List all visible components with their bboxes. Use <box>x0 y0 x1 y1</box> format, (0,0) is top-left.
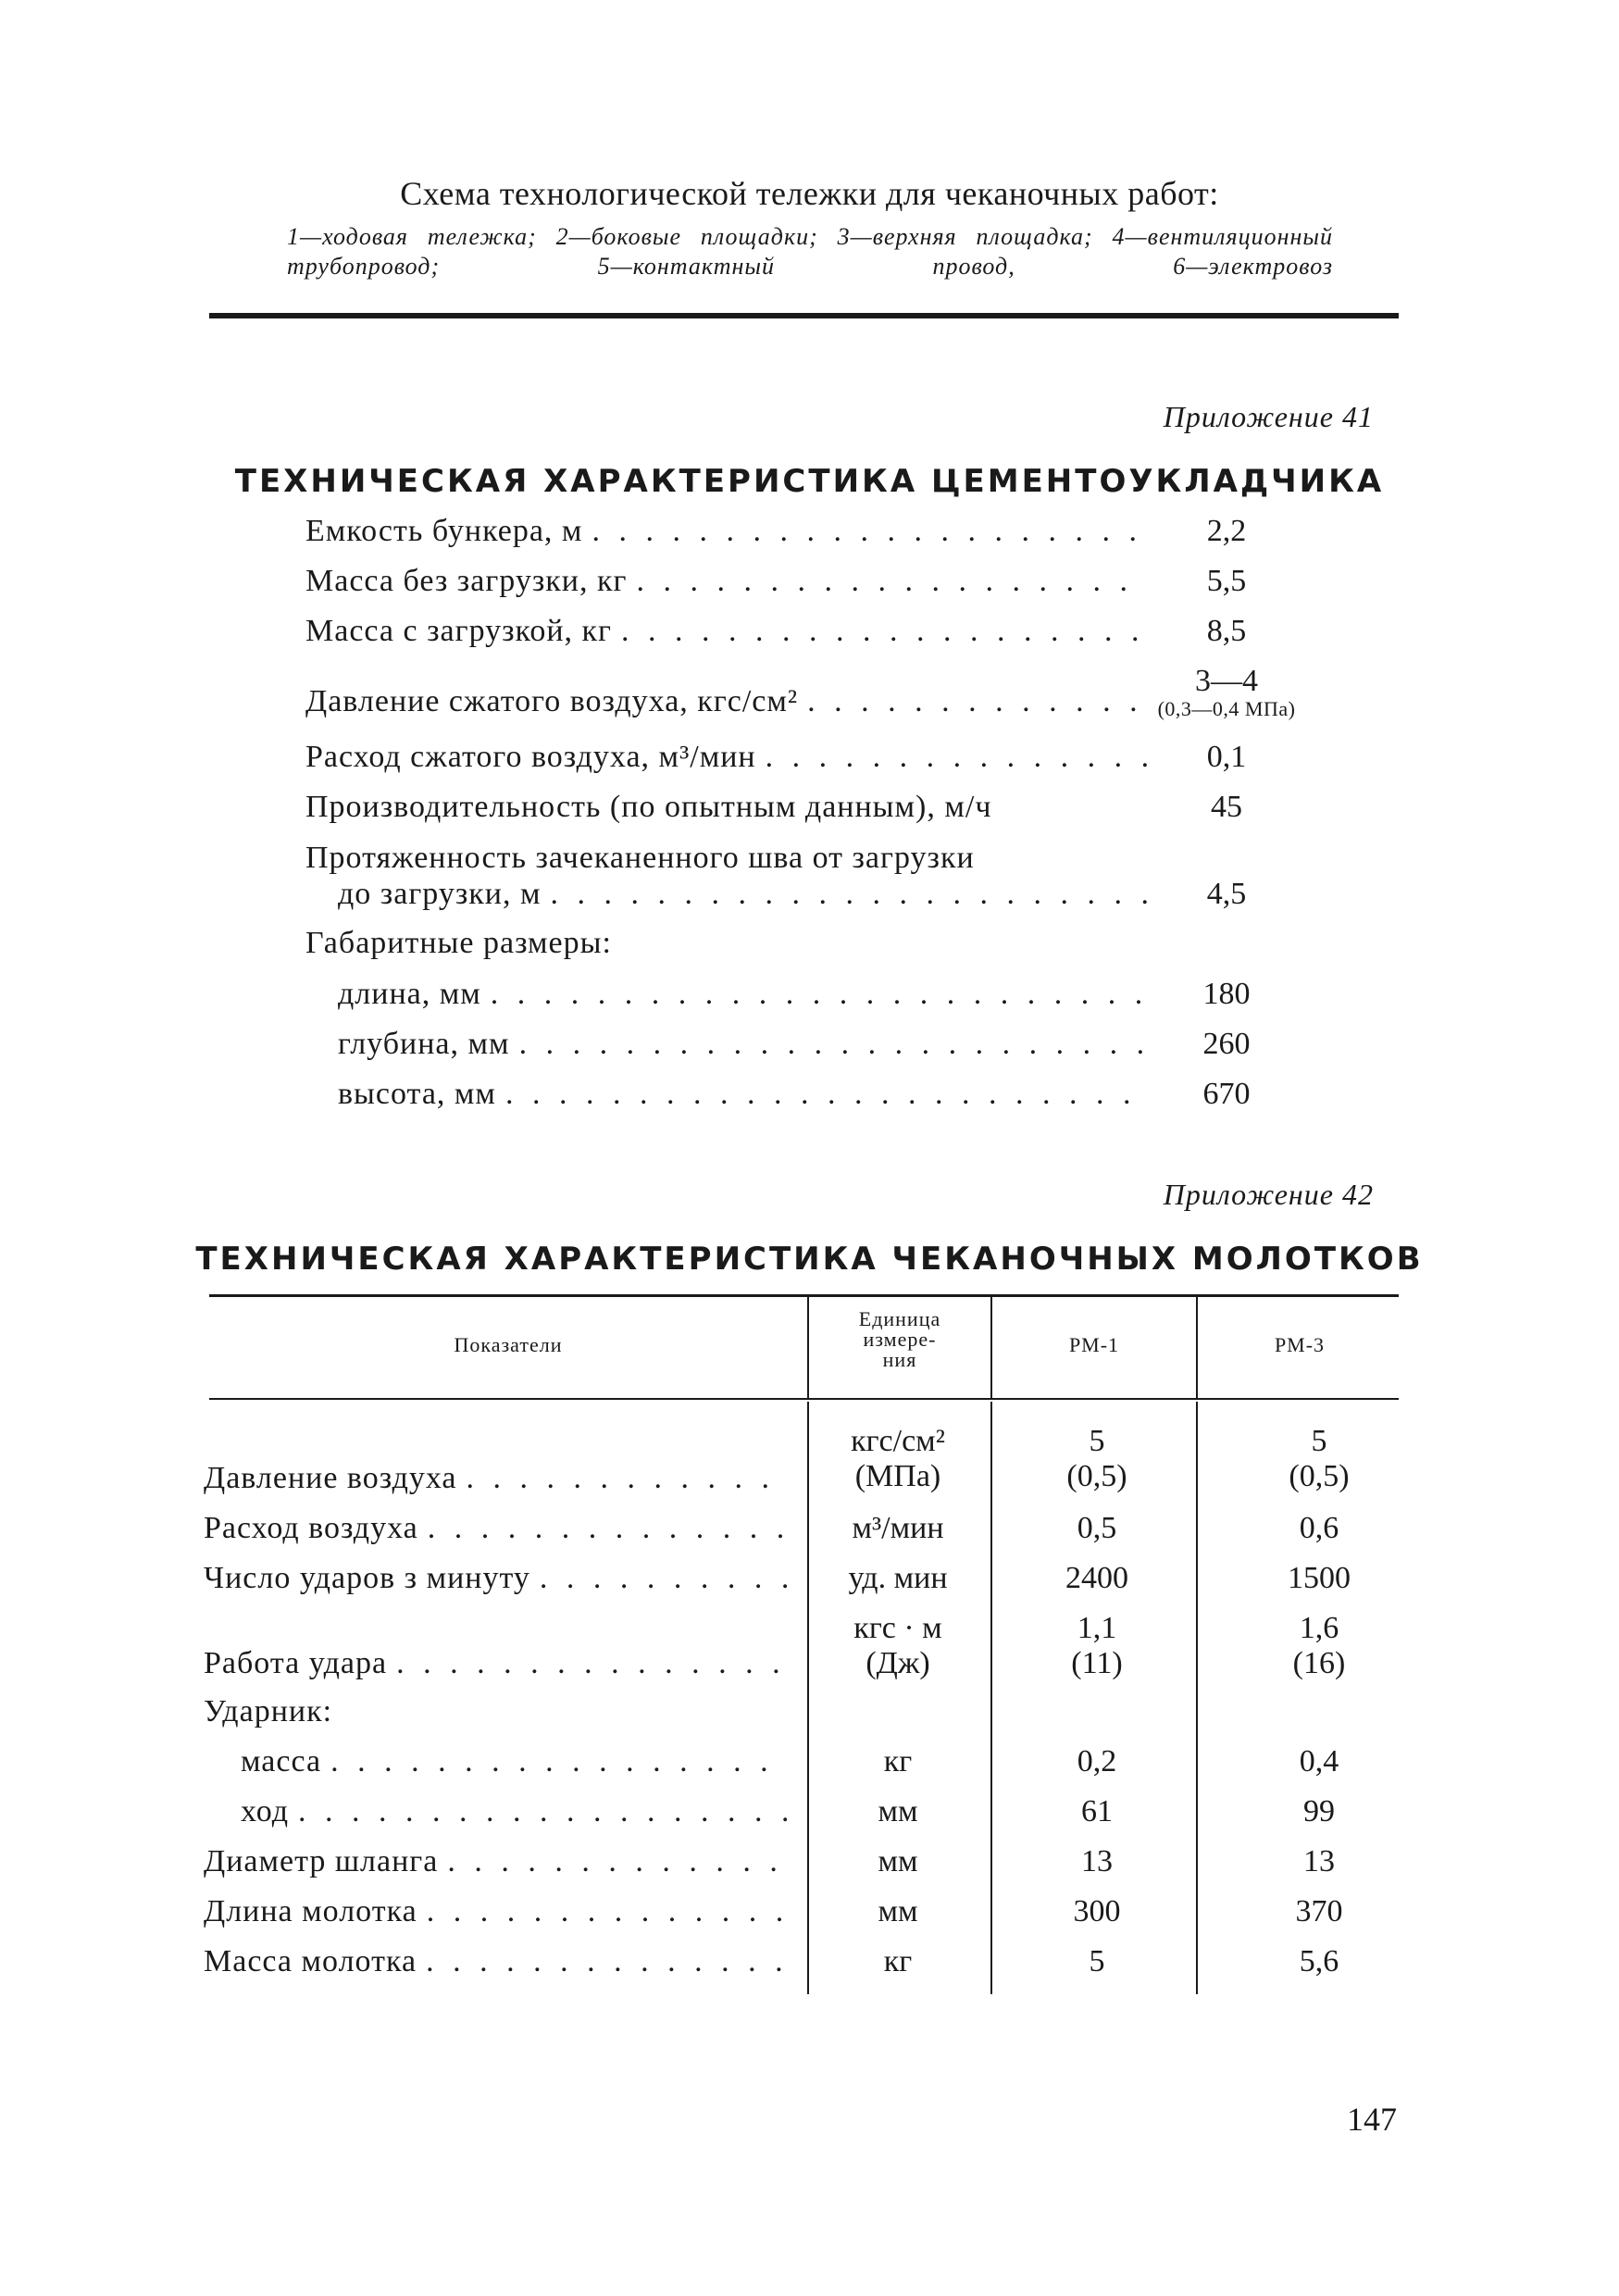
row-name-cell <box>204 1646 796 1681</box>
appendix-41-label: Приложение 41 <box>1163 400 1374 433</box>
row-name-cell <box>204 1561 796 1596</box>
rm3-value: 5 <box>1311 1424 1327 1458</box>
spec-row <box>338 1026 1296 1063</box>
rm1-cell: 0,5 <box>1077 1511 1117 1545</box>
leader-dots <box>636 563 1148 600</box>
spec-row <box>338 1076 1296 1113</box>
spec-row <box>338 976 1296 1013</box>
spec-name: Давление сжатого воздуха, кгс/см² <box>305 684 799 718</box>
spec-name: до загрузки, м <box>338 877 542 911</box>
leader-dots <box>467 1461 787 1496</box>
spec-value: 260 <box>1202 1027 1251 1061</box>
spec-name: высота, мм <box>338 1077 496 1111</box>
leader-dots <box>621 613 1148 650</box>
row-name: Диаметр шланга <box>204 1844 439 1878</box>
column-header-rm3: РМ-3 <box>1274 1333 1326 1356</box>
rm3-value: 1,6 <box>1299 1611 1339 1645</box>
spec-name: Расход сжатого воздуха, м³/мин <box>305 740 756 774</box>
spec-name: Емкость бункера, м <box>305 514 583 548</box>
rm3-cell <box>1213 1611 1426 1681</box>
row-name: Ударник: <box>204 1694 333 1728</box>
unit-cell: кг <box>883 1944 913 1978</box>
rm3-cell <box>1213 1424 1426 1494</box>
spec-name: длина, мм <box>338 977 481 1011</box>
unit-line: (МПа) <box>854 1459 941 1493</box>
spec-row <box>338 876 1296 913</box>
spec-name: Производительность (по опытным данным), м/ч <box>305 790 992 824</box>
rm1-cell: 13 <box>1081 1844 1113 1878</box>
row-name: Работа удара <box>204 1646 388 1680</box>
leader-dots <box>427 1894 787 1929</box>
rm1-value-si: (0,5) <box>1066 1459 1127 1493</box>
row-name-cell <box>204 1461 796 1496</box>
rm3-cell: 13 <box>1303 1844 1335 1878</box>
table-row <box>204 1611 1407 1685</box>
rm3-cell: 0,4 <box>1299 1744 1339 1778</box>
spec-name: глубина, мм <box>338 1027 510 1061</box>
unit-cell: м³/мин <box>852 1511 944 1545</box>
dimensions-label: Габаритные размеры: <box>305 926 612 960</box>
row-name-cell <box>241 1794 796 1829</box>
row-name: Число ударов з минуту <box>204 1561 530 1595</box>
row-name: Давление воздуха <box>204 1461 457 1495</box>
figure-caption-title: Схема технологической тележки для чеканочных работ: <box>400 175 1219 212</box>
leader-dots <box>519 1026 1148 1063</box>
appendix-42-label: Приложение 42 <box>1163 1178 1374 1211</box>
leader-dots <box>298 1794 787 1829</box>
spec-name: Масса с загрузкой, кг <box>305 614 613 648</box>
rm3-value-si: (0,5) <box>1289 1459 1350 1493</box>
leader-dots <box>428 1511 787 1546</box>
spec-value: 5,5 <box>1206 564 1247 598</box>
rm3-cell: 370 <box>1295 1894 1343 1928</box>
row-name-cell <box>204 1844 796 1879</box>
section-divider <box>209 313 1399 318</box>
spec-value: 45 <box>1211 790 1242 824</box>
leader-dots <box>807 683 1148 720</box>
column-header-unit <box>809 1309 990 1370</box>
unit-line: (Дж) <box>866 1646 930 1680</box>
leader-dots <box>540 1561 787 1596</box>
unit-line: кгс/см² <box>851 1424 945 1458</box>
appendix-42-heading: ТЕХНИЧЕСКАЯ ХАРАКТЕРИСТИКА ЧЕКАНОЧНЫХ МОЛОТКОВ <box>195 1241 1424 1278</box>
leader-dots <box>550 876 1148 913</box>
row-name-cell <box>204 1944 796 1979</box>
leader-dots <box>766 739 1148 776</box>
unit-line: кгс · м <box>853 1611 942 1645</box>
spec-value: 8,5 <box>1206 614 1247 648</box>
spec-row <box>305 563 1296 600</box>
spec-value: 0,1 <box>1206 740 1247 774</box>
unit-cell: мм <box>878 1894 918 1928</box>
rm3-cell: 1500 <box>1288 1561 1351 1595</box>
spec-value: 2,2 <box>1206 514 1247 548</box>
leader-dots <box>447 1844 787 1879</box>
spec-row <box>305 513 1296 550</box>
header-line: ния <box>882 1348 917 1371</box>
table-top-rule <box>209 1294 1399 1297</box>
figure-caption-legend: 1—ходовая тележка; 2—боковые площадки; 3—верхняя площадка; 4—вентиляционный трубопровод; 5—контактный провод, 6—электровоз <box>287 223 1333 280</box>
page-number: 147 <box>1347 2101 1397 2138</box>
leader-dots <box>426 1944 787 1979</box>
spec-row <box>305 665 1296 720</box>
column-header-rm1: РМ-1 <box>1068 1333 1120 1356</box>
rm1-value: 1,1 <box>1077 1611 1117 1645</box>
rm1-cell: 300 <box>1073 1894 1121 1928</box>
spec-value: 180 <box>1202 977 1251 1011</box>
spec-value: 4,5 <box>1206 877 1247 911</box>
leader-dots <box>330 1744 787 1779</box>
rm3-cell: 5,6 <box>1299 1944 1339 1978</box>
unit-cell: уд. мин <box>848 1561 948 1595</box>
unit-cell: кг <box>883 1744 913 1778</box>
rm1-cell: 0,2 <box>1077 1744 1117 1778</box>
unit-cell <box>805 1424 990 1494</box>
unit-cell <box>805 1611 990 1681</box>
leader-dots <box>491 976 1148 1013</box>
appendix-41-heading: ТЕХНИЧЕСКАЯ ХАРАКТЕРИСТИКА ЦЕМЕНТОУКЛАДЧИКА <box>234 463 1385 500</box>
rm1-cell <box>995 1424 1199 1494</box>
rm1-cell: 2400 <box>1065 1561 1128 1595</box>
row-name-cell <box>241 1744 796 1779</box>
spec-row <box>305 739 1296 776</box>
spec-value: 670 <box>1202 1077 1251 1111</box>
leader-dots <box>592 513 1148 550</box>
unit-cell: мм <box>878 1794 918 1828</box>
leader-dots <box>505 1076 1148 1113</box>
header-line: измере- <box>863 1328 937 1351</box>
rm1-cell <box>995 1611 1199 1681</box>
spec-name-line1: Протяженность зачеканенного шва от загрузки <box>305 841 975 875</box>
rm3-cell: 0,6 <box>1299 1511 1339 1545</box>
row-name-cell <box>204 1894 796 1929</box>
spec-row <box>305 613 1296 650</box>
rm1-cell: 5 <box>1089 1944 1105 1978</box>
row-name: ход <box>241 1794 290 1828</box>
rm1-value: 5 <box>1089 1424 1105 1458</box>
spec-name: Масса без загрузки, кг <box>305 564 628 598</box>
row-name: масса <box>241 1744 322 1778</box>
rm1-cell: 61 <box>1081 1794 1113 1828</box>
row-name: Расход воздуха <box>204 1511 418 1545</box>
row-name: Масса молотка <box>204 1944 417 1978</box>
row-name-cell <box>204 1694 796 1729</box>
column-header-indicators: Показатели <box>454 1333 563 1356</box>
header-line: Единица <box>858 1307 941 1330</box>
spec-value-si: (0,3—0,4 МПа) <box>1157 697 1296 720</box>
rm3-value-si: (16) <box>1292 1646 1346 1680</box>
spec-value <box>1157 665 1296 720</box>
row-name-cell <box>204 1511 796 1546</box>
spec-value-main: 3—4 <box>1195 664 1258 698</box>
leader-dots <box>396 1646 787 1681</box>
table-header-rule <box>209 1398 1399 1400</box>
rm3-cell: 99 <box>1303 1794 1335 1828</box>
rm1-value-si: (11) <box>1071 1646 1123 1680</box>
spec-row <box>305 789 1296 826</box>
row-name: Длина молотка <box>204 1894 417 1928</box>
unit-cell: мм <box>878 1844 918 1878</box>
table-row <box>204 1424 1407 1498</box>
